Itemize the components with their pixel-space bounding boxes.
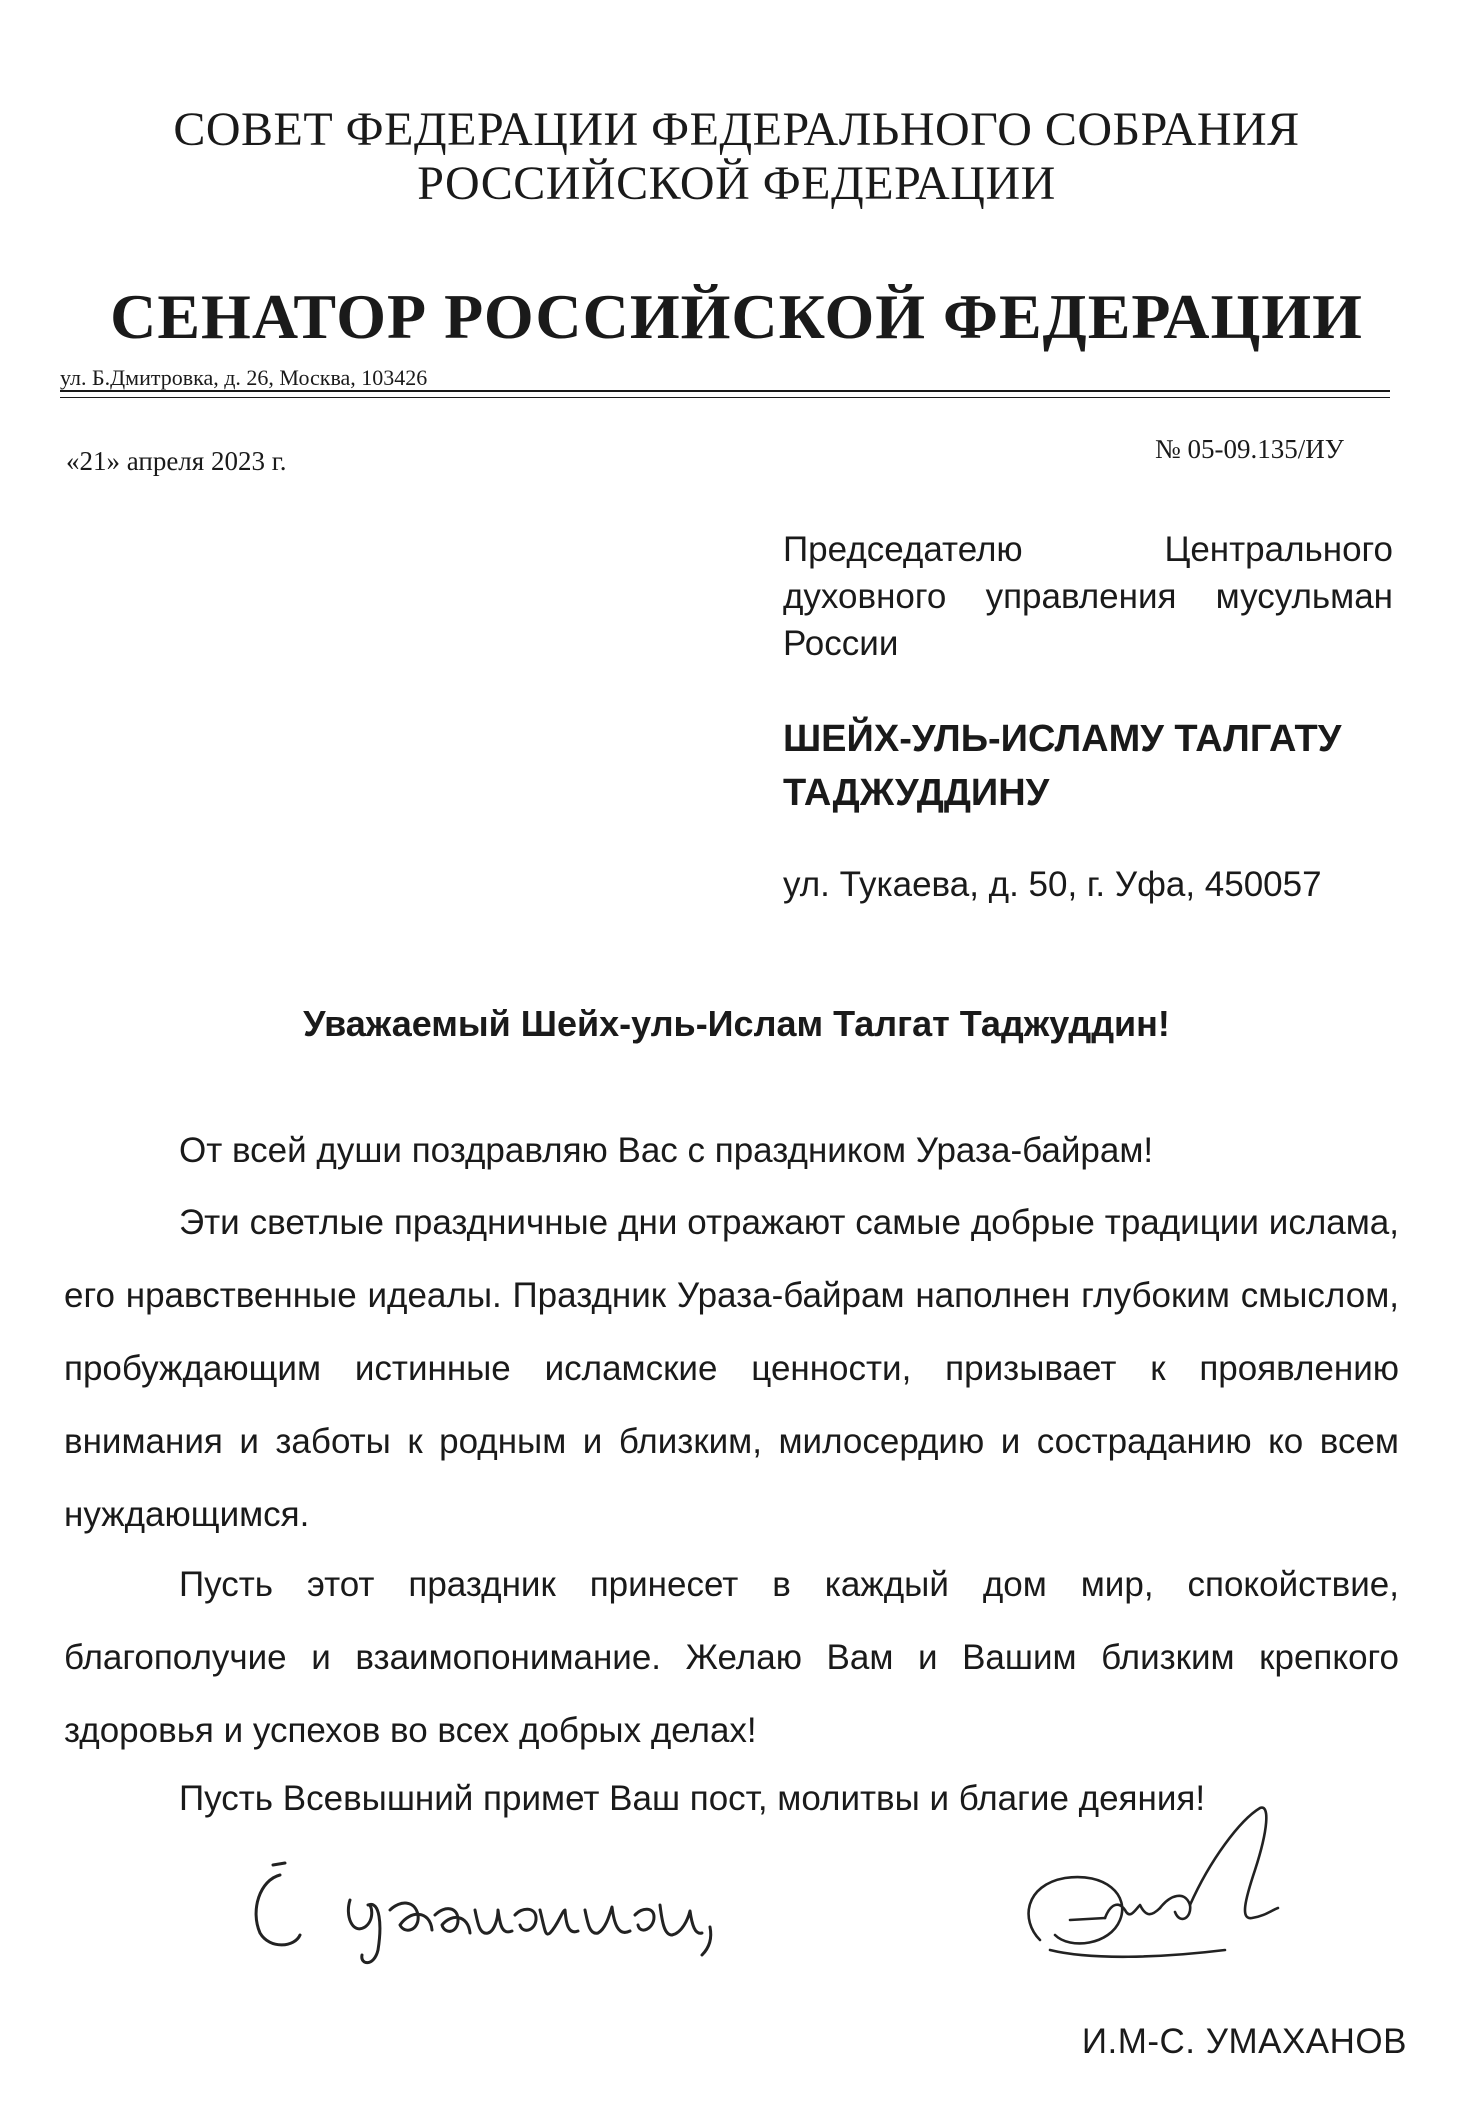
org-name-line1: СОВЕТ ФЕДЕРАЦИИ ФЕДЕРАЛЬНОГО СОБРАНИЯ: [173, 103, 1300, 156]
letter-date: «21» апреля 2023 г.: [66, 446, 287, 476]
sender-address: ул. Б.Дмитровка, д. 26, Москва, 103426: [60, 365, 428, 390]
org-name-line2: РОССИЙСКОЙ ФЕДЕРАЦИИ: [417, 157, 1056, 210]
letter-number: № 05-09.135/ИУ: [1155, 434, 1344, 464]
author-signature: [1010, 1800, 1290, 1980]
body-paragraph: Пусть этот праздник принесет в каждый дом мир, спокойствие, благополучие и взаимопонимание. Желаю Вам и Вашим близким крепкого здоровья и успехов во всех добрых делах!: [64, 1565, 1399, 1750]
body-paragraph: От всей души поздравляю Вас с праздником Ураза-байрам!: [179, 1131, 1154, 1170]
signer-name: И.М-С. УМАХАНОВ: [1081, 2022, 1407, 2061]
recipient-position: Председателю Центрального духовного управления мусульман России: [783, 530, 1393, 663]
recipient-name: ШЕЙХ-УЛЬ-ИСЛАМУ ТАЛГАТУ ТАДЖУДДИНУ: [783, 718, 1342, 814]
body-paragraph: Эти светлые праздничные дни отражают самые добрые традиции ислама, его нравственные идеалы. Праздник Ураза-байрам наполнен глубоким смыслом, пробуждающим истинные исламские ценности, призывает к проявлению внимания и заботы к родным и близким, милосердию и состраданию ко всем нуждающимся.: [64, 1203, 1399, 1534]
letterhead-rule-thin: [60, 397, 1390, 398]
body-paragraph: Пусть Всевышний примет Ваш пост, молитвы и благие деяния!: [179, 1779, 1206, 1818]
recipient-address: ул. Тукаева, д. 50, г. Уфа, 450057: [783, 865, 1322, 904]
letterhead-title: СЕНАТОР РОССИЙСКОЙ ФЕДЕРАЦИИ: [110, 281, 1363, 352]
letterhead-rule: [60, 390, 1390, 392]
letter-greeting: Уважаемый Шейх-уль-Ислам Талгат Таджуддин!: [303, 1003, 1170, 1044]
handwritten-closing: [240, 1855, 760, 1975]
